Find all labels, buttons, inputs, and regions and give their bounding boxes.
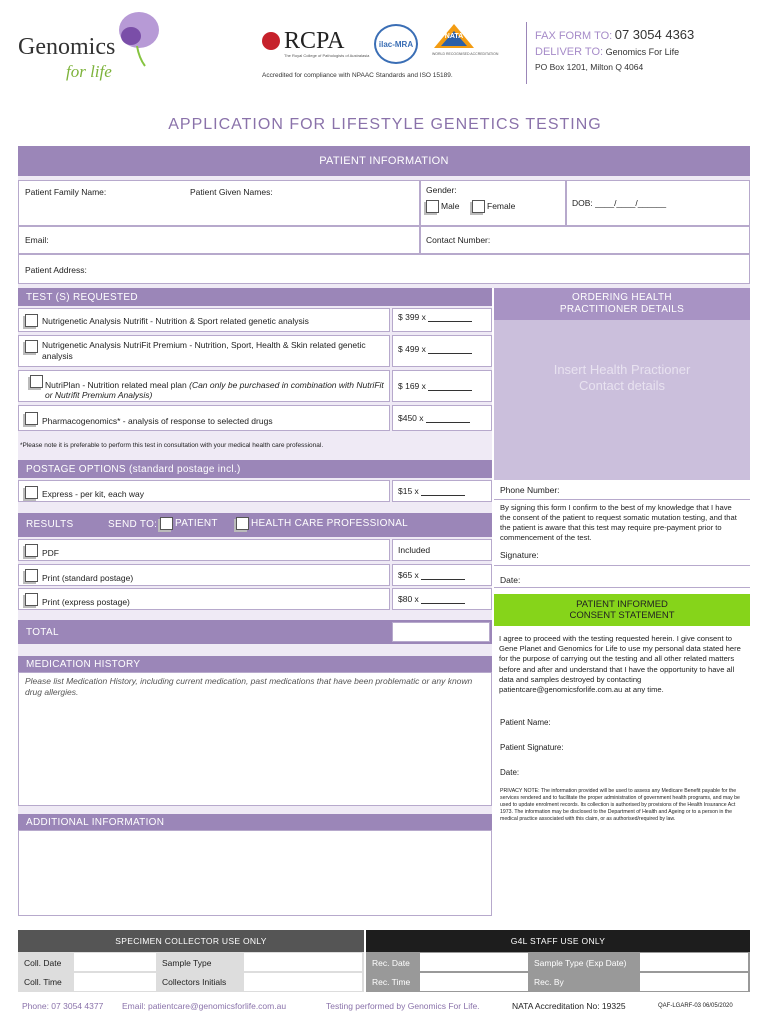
logo-flower-icon [109, 8, 164, 68]
tests-note: *Please note it is preferable to perform this test in consultation with your medical health care professional. [20, 442, 324, 449]
footer-nata: NATA Accreditation No: 19325 [512, 1001, 626, 1011]
accreditation-text: Accredited for compliance with NPAAC Standards and ISO 15189. [262, 72, 453, 79]
logo [14, 8, 164, 88]
medication-field[interactable]: Please list Medication History, including current medication, past medications that have been problematic or any known drug allergies. [18, 672, 492, 806]
rec-by-field[interactable] [640, 973, 748, 991]
tests-header: TEST (S) REQUESTED [18, 288, 492, 306]
postage-header: POSTAGE OPTIONS (standard postage incl.) [18, 460, 492, 478]
fax-number: 07 3054 4363 [614, 27, 695, 42]
practitioner-details-field[interactable]: Insert Health Practioner Contact details [494, 320, 750, 480]
female-checkbox[interactable]: Female [472, 200, 515, 213]
medication-header: MEDICATION HISTORY [18, 656, 492, 672]
additional-header: ADDITIONAL INFORMATION [18, 814, 492, 830]
practitioner-date-field[interactable] [494, 568, 750, 588]
rcpa-logo: RCPA The Royal College of Pathologists of Australasia [262, 28, 362, 62]
nata-logo: NATA WORLD RECOGNISED ACCREDITATION [432, 22, 476, 64]
email-field[interactable] [18, 226, 420, 254]
staff-header: G4L STAFF USE ONLY [366, 930, 750, 952]
send-hcp-checkbox[interactable]: HEALTH CARE PROFESSIONAL [236, 517, 408, 530]
fax-box: FAX FORM TO: 07 3054 4363 DELIVER TO: Genomics For Life PO Box 1201, Milton Q 4064 [526, 22, 766, 84]
send-patient-checkbox[interactable]: PATIENT [160, 517, 218, 530]
logo-tag: for life [66, 62, 112, 81]
page-title: APPLICATION FOR LIFESTYLE GENETICS TESTING [168, 116, 602, 133]
footer-email[interactable]: Email: patientcare@genomicsforlife.com.au [122, 1001, 287, 1011]
additional-field[interactable] [18, 830, 492, 916]
practitioner-consent-text: By signing this form I confirm to the best of my knowledge that I have the consent of the patient to request somatic mutation testing, and that the patient is aware that this test may require pre-payment prior to commencement of the test. [500, 503, 737, 542]
sample-exp-field[interactable] [640, 953, 748, 971]
footer-code: QAF-LGARF-03 06/05/2020 [658, 1003, 733, 1009]
results-header: RESULTS SEND TO: PATIENT HEALTH CARE PROFESSIONAL [18, 513, 492, 537]
coll-time-field[interactable] [74, 973, 156, 991]
coll-date-field[interactable] [74, 953, 156, 971]
patient-info-header: PATIENT INFORMATION [18, 146, 750, 176]
print-standard-checkbox[interactable] [25, 569, 40, 582]
footer [0, 1001, 770, 1017]
test-checkbox-2[interactable] [25, 340, 40, 353]
informed-consent-header: PATIENT INFORMED CONSENT STATEMENT [494, 594, 750, 626]
ilac-logo: ilac-MRA [374, 24, 418, 64]
total-row: TOTAL [18, 620, 492, 644]
informed-consent-text: I agree to proceed with the testing requested herein. I give consent to Gene Planet and Genomics for Life to use my personal data stated here for the purpose of carrying out the testing and all other related matters before and after and understand that I have the opportunity to have all data and samples destroyed by contacting patientcare@genomicsforlife.com.au at any time. [499, 634, 741, 695]
po-box: PO Box 1201, Milton Q 4064 [535, 62, 644, 72]
pdf-checkbox[interactable] [25, 544, 40, 557]
patient-signature-label: Patient Signature: [500, 743, 564, 752]
collectors-initials-field[interactable] [244, 973, 362, 991]
male-checkbox[interactable]: Male [426, 200, 459, 213]
footer-phone: Phone: 07 3054 4377 [22, 1001, 104, 1011]
pdf-row [18, 539, 390, 561]
privacy-note: PRIVACY NOTE: The information provided will be used to assess any Medicare Benefit payable for the services rendered and to facilitate the proper administration of government health programs, and may be used to update enrolment records. Its collection is authorised by provisions of the Health Insurance Act 1973. The information may be disclosed to the Department of Health and Ageing or to a person in the medical practice associated with this claim, or as authorised/required by law. [500, 788, 740, 822]
test-checkbox-4[interactable] [25, 412, 40, 425]
rec-time-field[interactable] [420, 973, 528, 991]
footer-testing: Testing performed by Genomics For Life. [326, 1001, 480, 1011]
print-express-checkbox[interactable] [25, 593, 40, 606]
rcpa-emblem-icon [262, 32, 280, 50]
sample-type-field[interactable] [244, 953, 362, 971]
test-checkbox-1[interactable] [25, 314, 40, 327]
patient-name-label: Patient Name: [500, 718, 551, 727]
express-checkbox[interactable] [25, 486, 40, 499]
ordering-header: ORDERING HEALTH PRACTITIONER DETAILS [494, 288, 750, 320]
logo-name: Genomics [18, 34, 116, 60]
consent-date-label: Date: [500, 768, 520, 777]
test-checkbox-3[interactable] [30, 375, 45, 388]
address-field[interactable] [18, 254, 750, 284]
specimen-header: SPECIMEN COLLECTOR USE ONLY [18, 930, 364, 952]
total-field[interactable] [392, 622, 490, 642]
rec-date-field[interactable] [420, 953, 528, 971]
